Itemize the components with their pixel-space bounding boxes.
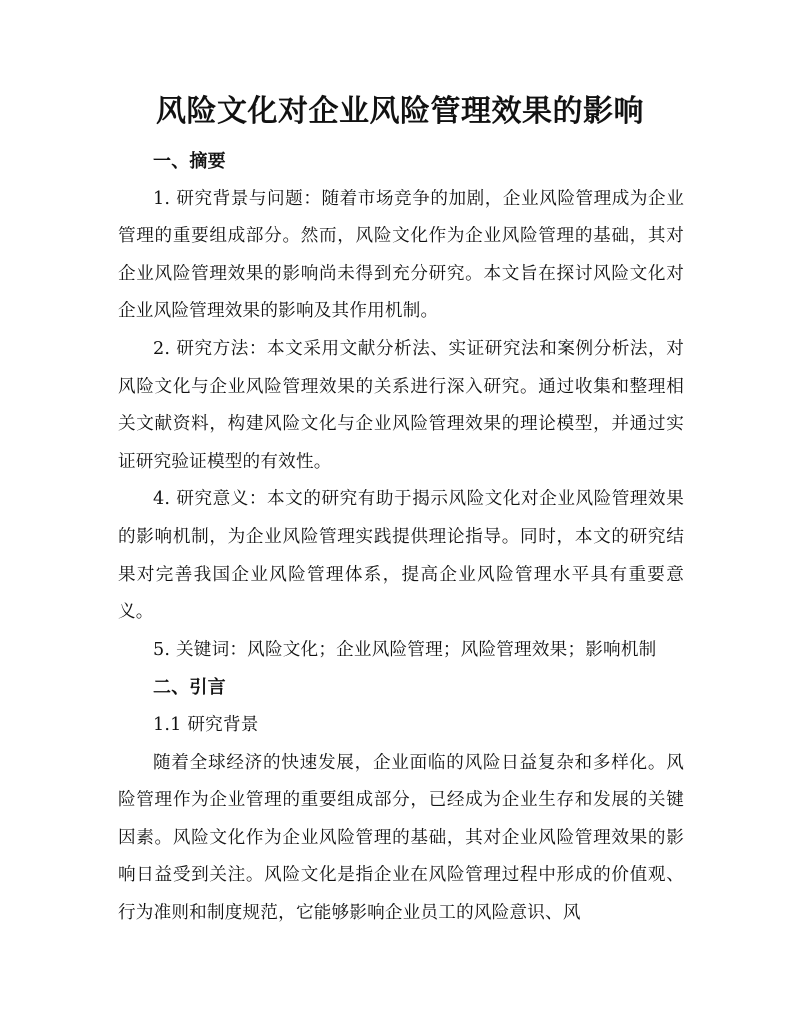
section-heading-abstract: 一、摘要: [153, 151, 226, 172]
paragraph-research-method: 2. 研究方法：本文采用文献分析法、实证研究法和案例分析法，对风险文化与企业风险管理效果的关系进行深入研究。通过收集和整理相关文献资料，构建风险文化与企业风险管理效果的理论模型，并通过实证研究验证模型的有效性。: [118, 338, 684, 472]
paragraph-introduction: 随着全球经济的快速发展，企业面临的风险日益复杂和多样化。风险管理作为企业管理的重要组成部分，已经成为企业生存和发展的关键因素。风险文化作为企业风险管理的基础，其对企业风险管理效果的影响日益受到关注。风险文化是指企业在风险管理过程中形成的价值观、行为准则和制度规范，它能够影响企业员工的风险意识、风: [118, 752, 684, 923]
paragraph-keywords: 5. 关键词：风险文化；企业风险管理；风险管理效果；影响机制: [153, 639, 657, 660]
document-title: 风险文化对企业风险管理效果的影响: [156, 94, 644, 129]
document-body: [118, 143, 684, 932]
subsection-heading-background: 1.1 研究背景: [153, 714, 259, 735]
paragraph-research-significance: 4. 研究意义：本文的研究有助于揭示风险文化对企业风险管理效果的影响机制，为企业风险管理实践提供理论指导。同时，本文的研究结果对完善我国企业风险管理体系，提高企业风险管理水平具有重要意义。: [118, 489, 684, 623]
section-heading-introduction: 二、引言: [153, 677, 226, 699]
paragraph-research-background: 1. 研究背景与问题：随着市场竞争的加剧，企业风险管理成为企业管理的重要组成部分。然而，风险文化作为企业风险管理的基础，其对企业风险管理效果的影响尚未得到充分研究。本文旨在探讨风险文化对企业风险管理效果的影响及其作用机制。: [118, 188, 684, 322]
